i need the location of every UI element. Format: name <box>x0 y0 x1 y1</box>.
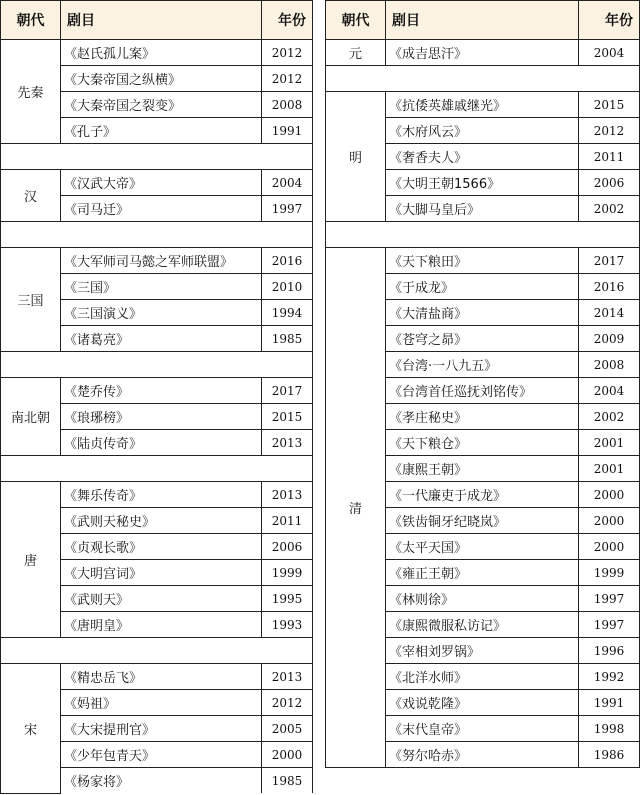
year-cell: 2005 <box>262 716 313 742</box>
title-cell: 《司马迁》 <box>61 196 262 222</box>
title-cell: 《康熙微服私访记》 <box>386 612 579 638</box>
year-cell: 2014 <box>579 300 640 326</box>
header-year: 年份 <box>262 1 313 40</box>
title-cell: 《天下粮仓》 <box>386 430 579 456</box>
year-cell: 1991 <box>579 690 640 716</box>
year-cell: 2011 <box>579 144 640 170</box>
spacer-cell <box>1 352 313 378</box>
year-cell: 2006 <box>579 170 640 196</box>
title-cell: 《赵氏孤儿案》 <box>61 40 262 66</box>
title-cell: 《大清盐商》 <box>386 300 579 326</box>
year-cell: 1999 <box>579 560 640 586</box>
table-row <box>1 378 313 404</box>
title-cell: 《抗倭英雄戚继光》 <box>386 92 579 118</box>
title-cell: 《大明宫词》 <box>61 560 262 586</box>
spacer-cell <box>1 638 313 664</box>
year-cell: 2001 <box>579 430 640 456</box>
dynasty-cell: 汉 <box>1 170 61 222</box>
table-row <box>326 40 640 66</box>
title-cell: 《孝庄秘史》 <box>386 404 579 430</box>
year-cell: 2013 <box>262 482 313 508</box>
year-cell: 2009 <box>579 326 640 352</box>
year-cell: 1986 <box>579 742 640 768</box>
title-cell: 《苍穹之昴》 <box>386 326 579 352</box>
dynasty-cell: 三国 <box>1 248 61 352</box>
spacer-row <box>1 352 313 378</box>
title-cell: 《大宋提刑官》 <box>61 716 262 742</box>
year-cell: 2017 <box>579 248 640 274</box>
year-cell: 1997 <box>579 586 640 612</box>
title-cell: 《唐明皇》 <box>61 612 262 638</box>
title-cell: 《努尔哈赤》 <box>386 742 579 768</box>
dynasty-cell: 宋 <box>1 664 61 794</box>
dynasty-cell: 明 <box>326 92 386 222</box>
title-cell: 《木府风云》 <box>386 118 579 144</box>
year-cell: 1985 <box>262 768 313 794</box>
year-cell: 2000 <box>262 742 313 768</box>
title-cell: 《贞观长歌》 <box>61 534 262 560</box>
year-cell: 1991 <box>262 118 313 144</box>
year-cell: 2008 <box>579 352 640 378</box>
title-cell: 《北洋水师》 <box>386 664 579 690</box>
title-cell: 《楚乔传》 <box>61 378 262 404</box>
title-cell: 《武则天》 <box>61 586 262 612</box>
year-cell: 2000 <box>579 534 640 560</box>
spacer-cell <box>1 222 313 248</box>
spacer-cell <box>1 456 313 482</box>
title-cell: 《台湾·一八九五》 <box>386 352 579 378</box>
title-cell: 《舞乐传奇》 <box>61 482 262 508</box>
title-cell: 《大军师司马懿之军师联盟》 <box>61 248 262 274</box>
title-cell: 《台湾首任巡抚刘铭传》 <box>386 378 579 404</box>
header-title: 剧目 <box>386 1 579 40</box>
title-cell: 《大秦帝国之纵横》 <box>61 66 262 92</box>
title-cell: 《三国演义》 <box>61 300 262 326</box>
spacer-cell <box>1 144 313 170</box>
year-cell: 2012 <box>262 66 313 92</box>
title-cell: 《少年包青天》 <box>61 742 262 768</box>
year-cell: 2000 <box>579 482 640 508</box>
right-drama-table <box>325 0 640 768</box>
year-cell: 2010 <box>262 274 313 300</box>
title-cell: 《大脚马皇后》 <box>386 196 579 222</box>
title-cell: 《铁齿铜牙纪晓岚》 <box>386 508 579 534</box>
year-cell: 1997 <box>262 196 313 222</box>
year-cell: 2004 <box>262 170 313 196</box>
year-cell: 1995 <box>262 586 313 612</box>
year-cell: 2006 <box>262 534 313 560</box>
year-cell: 1993 <box>262 612 313 638</box>
year-cell: 1996 <box>579 638 640 664</box>
year-cell: 2002 <box>579 404 640 430</box>
year-cell: 1999 <box>262 560 313 586</box>
year-cell: 1998 <box>579 716 640 742</box>
table-row <box>1 248 313 274</box>
header-title: 剧目 <box>61 1 262 40</box>
header-dynasty: 朝代 <box>326 1 386 40</box>
title-cell: 《孔子》 <box>61 118 262 144</box>
year-cell: 2004 <box>579 378 640 404</box>
title-cell: 《康熙王朝》 <box>386 456 579 482</box>
left-drama-table <box>0 0 313 794</box>
title-cell: 《杨家将》 <box>61 768 262 794</box>
year-cell: 2012 <box>579 118 640 144</box>
title-cell: 《汉武大帝》 <box>61 170 262 196</box>
spacer-row <box>1 456 313 482</box>
title-cell: 《奢香夫人》 <box>386 144 579 170</box>
year-cell: 2013 <box>262 664 313 690</box>
spacer-row <box>326 222 640 248</box>
year-cell: 2001 <box>579 456 640 482</box>
year-cell: 2000 <box>579 508 640 534</box>
year-cell: 2011 <box>262 508 313 534</box>
spacer-cell <box>326 66 640 92</box>
spacer-row <box>326 66 640 92</box>
year-cell: 2015 <box>579 92 640 118</box>
title-cell: 《天下粮田》 <box>386 248 579 274</box>
dynasty-cell: 元 <box>326 40 386 66</box>
table-row <box>1 170 313 196</box>
header-row <box>1 1 313 40</box>
year-cell: 2002 <box>579 196 640 222</box>
title-cell: 《一代廉吏于成龙》 <box>386 482 579 508</box>
title-cell: 《林则徐》 <box>386 586 579 612</box>
spacer-row <box>1 638 313 664</box>
year-cell: 1992 <box>579 664 640 690</box>
year-cell: 2017 <box>262 378 313 404</box>
dynasty-cell: 清 <box>326 248 386 768</box>
title-cell: 《妈祖》 <box>61 690 262 716</box>
title-cell: 《戏说乾隆》 <box>386 690 579 716</box>
title-cell: 《三国》 <box>61 274 262 300</box>
table-row <box>1 664 313 690</box>
title-cell: 《诸葛亮》 <box>61 326 262 352</box>
title-cell: 《雍正王朝》 <box>386 560 579 586</box>
title-cell: 《于成龙》 <box>386 274 579 300</box>
spacer-cell <box>326 222 640 248</box>
table-row <box>1 40 313 66</box>
title-cell: 《宰相刘罗锅》 <box>386 638 579 664</box>
title-cell: 《大秦帝国之裂变》 <box>61 92 262 118</box>
year-cell: 2016 <box>262 248 313 274</box>
year-cell: 2008 <box>262 92 313 118</box>
spacer-row <box>1 144 313 170</box>
year-cell: 2013 <box>262 430 313 456</box>
year-cell: 2012 <box>262 690 313 716</box>
header-dynasty: 朝代 <box>1 1 61 40</box>
header-year: 年份 <box>579 1 640 40</box>
table-row <box>1 482 313 508</box>
year-cell: 1997 <box>579 612 640 638</box>
title-cell: 《武则天秘史》 <box>61 508 262 534</box>
year-cell: 1994 <box>262 300 313 326</box>
dynasty-cell: 南北朝 <box>1 378 61 456</box>
title-cell: 《大明王朝1566》 <box>386 170 579 196</box>
year-cell: 2012 <box>262 40 313 66</box>
year-cell: 1985 <box>262 326 313 352</box>
dynasty-cell: 唐 <box>1 482 61 638</box>
table-row <box>326 248 640 274</box>
title-cell: 《末代皇帝》 <box>386 716 579 742</box>
title-cell: 《成吉思汗》 <box>386 40 579 66</box>
title-cell: 《陆贞传奇》 <box>61 430 262 456</box>
title-cell: 《太平天国》 <box>386 534 579 560</box>
header-row <box>326 1 640 40</box>
year-cell: 2015 <box>262 404 313 430</box>
year-cell: 2016 <box>579 274 640 300</box>
spacer-row <box>1 222 313 248</box>
title-cell: 《琅琊榜》 <box>61 404 262 430</box>
table-row <box>326 92 640 118</box>
dynasty-cell: 先秦 <box>1 40 61 144</box>
year-cell: 2004 <box>579 40 640 66</box>
title-cell: 《精忠岳飞》 <box>61 664 262 690</box>
